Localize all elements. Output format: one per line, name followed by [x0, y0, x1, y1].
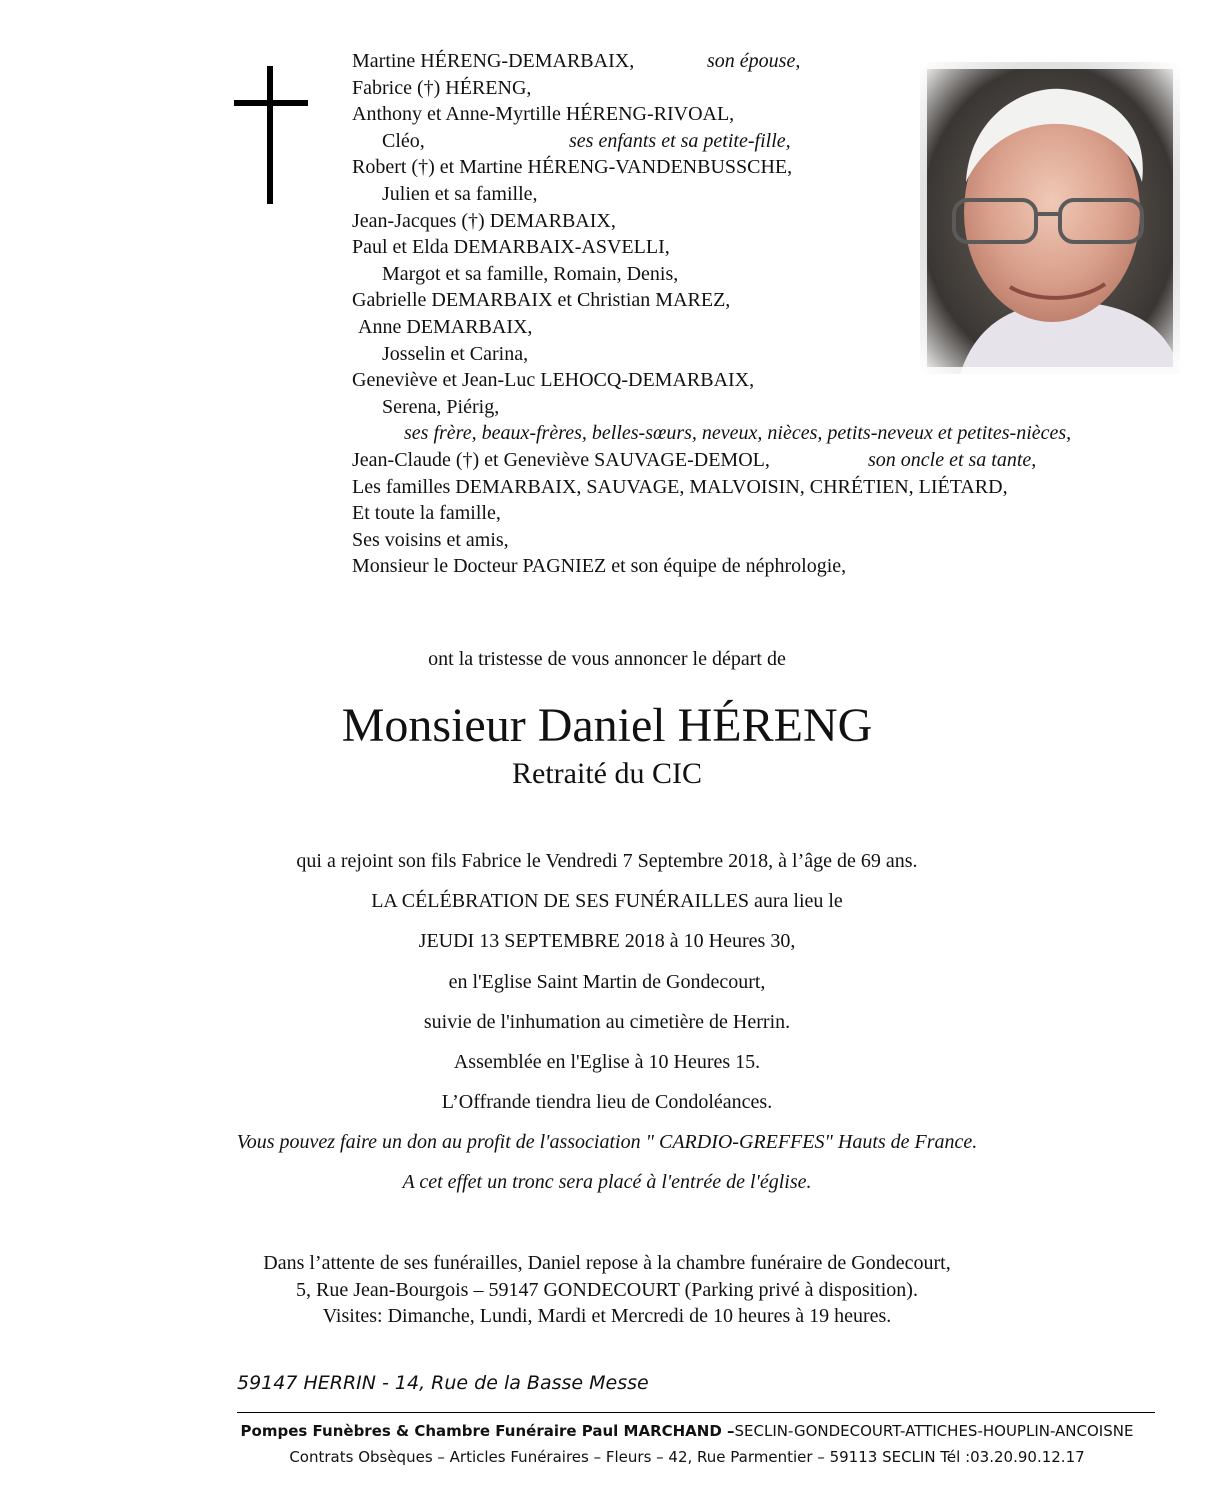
detail-line: suivie de l'inhumation au cimetière de Herrin. — [423, 1010, 791, 1033]
family-member: Les familles DEMARBAIX, SAUVAGE, MALVOISIN, CHRÉTIEN, LIÉTARD, — [352, 475, 1008, 498]
footer-company-locations: SECLIN-GONDECOURT-ATTICHES-HOUPLIN-ANCOISNE — [734, 1422, 1134, 1440]
family-line — [352, 500, 1202, 527]
family-line — [352, 394, 1202, 421]
footer-contact: Contrats Obsèques – Articles Funéraires – Fleurs – 42, Rue Parmentier – 59113 SECLIN Tél :03.20.90.12.17 — [289, 1448, 1085, 1466]
family-line — [352, 447, 1202, 474]
visitation-line: Dans l’attente de ses funérailles, Daniel repose à la chambre funéraire de Gondecourt, — [263, 1252, 951, 1274]
family-member: Jean-Jacques (†) DEMARBAIX, — [352, 209, 616, 232]
donation-line: Vous pouvez faire un don au profit de l'association " CARDIO-GREFFES" Hauts de France. — [236, 1131, 978, 1153]
family-relation: son épouse, — [707, 50, 801, 72]
detail-line: LA CÉLÉBRATION DE SES FUNÉRAILLES aura lieu le — [371, 890, 843, 913]
deceased-title: Retraité du CIC — [512, 757, 702, 790]
announcement-text: ont la tristesse de vous annoncer le départ de — [428, 648, 786, 670]
detail-line: JEUDI 13 SEPTEMBRE 2018 à 10 Heures 30, — [418, 930, 796, 953]
deceased-name: Monsieur Daniel HÉRENG — [341, 699, 873, 752]
footer-company-name: Pompes Funèbres & Chambre Funéraire Paul MARCHAND – — [240, 1422, 735, 1440]
family-member: Serena, Piérig, — [382, 395, 500, 418]
detail-line: en l'Eglise Saint Martin de Gondecourt, — [448, 970, 766, 993]
family-member: Robert (†) et Martine HÉRENG-VANDENBUSSCHE, — [352, 156, 793, 179]
detail-line: Assemblée en l'Eglise à 10 Heures 15. — [453, 1051, 761, 1073]
detail-line: qui a rejoint son fils Fabrice le Vendredi 7 Septembre 2018, à l’âge de 69 ans. — [296, 850, 918, 872]
family-member: Martine HÉRENG-DEMARBAIX, — [352, 50, 635, 72]
family-member: Ses voisins et amis, — [352, 528, 509, 551]
detail-line: L’Offrande tiendra lieu de Condoléances. — [441, 1091, 773, 1114]
address-line: 59147 HERRIN - 14, Rue de la Basse Messe — [237, 1372, 649, 1394]
family-relation: ses frère, beaux-frères, belles-sœurs, neveux, nièces, petits-neveux et petites-nièces, — [404, 422, 1072, 445]
family-relation: ses enfants et sa petite-fille, — [569, 129, 791, 152]
family-member: Paul et Elda DEMARBAIX-ASVELLI, — [352, 236, 670, 259]
footer-divider — [237, 1412, 1155, 1413]
donation-line: A cet effet un tronc sera placé à l'entrée de l'église. — [402, 1171, 812, 1193]
family-member: Monsieur le Docteur PAGNIEZ et son équipe de néphrologie, — [352, 555, 847, 578]
family-member: Fabrice (†) HÉRENG, — [352, 76, 532, 99]
family-member: Josselin et Carina, — [382, 342, 529, 365]
family-member: Geneviève et Jean-Luc LEHOCQ-DEMARBAIX, — [352, 369, 755, 392]
family-member: Jean-Claude (†) et Geneviève SAUVAGE-DEMOL, — [352, 448, 770, 471]
family-member: Cléo, — [382, 129, 425, 152]
family-line — [352, 474, 1202, 501]
family-line — [352, 553, 1202, 580]
portrait-photo — [920, 62, 1180, 374]
cross-icon — [234, 66, 308, 206]
family-member: Margot et sa famille, Romain, Denis, — [382, 262, 679, 285]
family-line — [352, 420, 1202, 447]
footer-company — [0, 1422, 1214, 1440]
visitation-line: Visites: Dimanche, Lundi, Mardi et Mercredi de 10 heures à 19 heures. — [322, 1305, 892, 1327]
family-member: Anthony et Anne-Myrtille HÉRENG-RIVOAL, — [352, 103, 735, 126]
family-line — [352, 527, 1202, 554]
family-member: Julien et sa famille, — [382, 182, 538, 205]
family-member: Et toute la famille, — [352, 502, 501, 525]
family-member: Gabrielle DEMARBAIX et Christian MAREZ, — [352, 289, 731, 312]
visitation-line: 5, Rue Jean-Bourgois – 59147 GONDECOURT (Parking privé à disposition). — [296, 1278, 918, 1301]
family-relation: son oncle et sa tante, — [868, 448, 1037, 471]
family-member: Anne DEMARBAIX, — [358, 315, 533, 338]
